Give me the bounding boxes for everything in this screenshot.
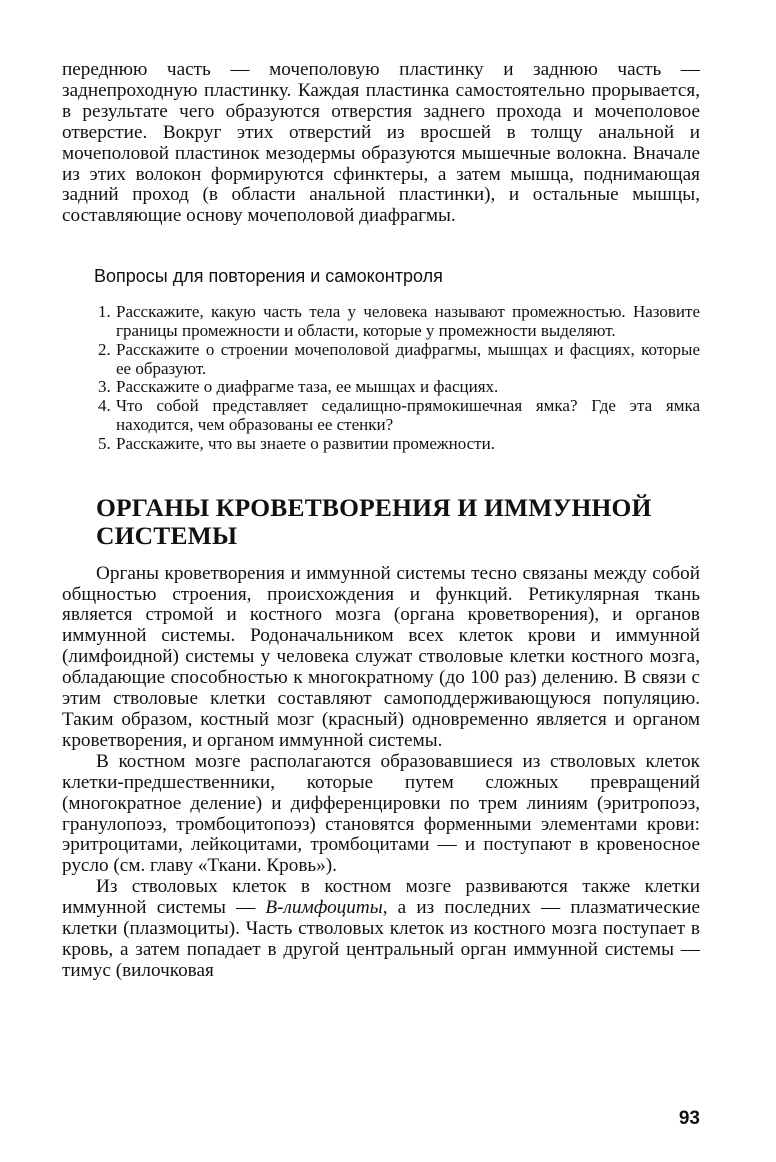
- list-item-text: Расскажите о строении мочеполовой диафрагмы, мышцах и фасциях, которые ее образуют.: [116, 339, 700, 378]
- italic-term: В-лимфоциты: [265, 897, 383, 919]
- questions-title: Вопросы для повторения и самоконтроля: [94, 266, 443, 287]
- list-item-text: Что собой представляет седалищно-прямокишечная ямка? Где эта ямка находится, чем образованы ее стенки?: [116, 396, 700, 435]
- list-item-text: Расскажите о диафрагме таза, ее мышцах и фасциях.: [116, 377, 499, 397]
- list-item-text: Расскажите, что вы знаете о развитии промежности.: [116, 433, 495, 453]
- list-item: [98, 435, 700, 454]
- section-paragraph: В костном мозге располагаются образовавшиеся из стволовых клеток клетки-предшественники, которые путем сложных превращений (многократное деление) и дифференцировки по трем линиям (эритропоэз, гранулопоэз, тромбоцитопоэз) становятся форменными элементами крови: эритроцитами, лейкоцитами, тромбоцитами — и поступают в кровеносное русло (см. главу «Ткани. Кровь»).: [62, 750, 700, 877]
- paragraph-text: , а из последних — плазматические клетки (плазмоциты). Часть стволовых клеток из костного мозга поступает в кровь, а затем попадает в другой центральный орган иммунной системы — тимус (вилочковая: [62, 897, 701, 981]
- section-paragraph: Органы кроветворения и иммунной системы тесно связаны между собой общностью строения, происхождения и функций. Ретикулярная ткань является стромой и костного мозга (органа кроветворения), и органов иммунной системы. Родоначальником всех клеток крови и иммунной (лимфоидной) системы у человека служат стволовые клетки костного мозга, обладающие способностью к многократному (до 100 раз) делению. В связи с этим стволовые клетки составляют самоподдерживающуюся популяцию. Таким образом, костный мозг (красный) одновременно является и органом кроветворения, и органом иммунной системы.: [62, 562, 700, 751]
- list-item-number: 3.: [98, 377, 111, 397]
- list-item-text: Расскажите, какую часть тела у человека называют промежностью. Назовите границы промежности и области, которые у промежности выделяют.: [116, 302, 700, 341]
- list-item-number: 4.: [98, 396, 111, 416]
- questions-list: [98, 303, 700, 453]
- list-item-number: 5.: [98, 433, 111, 453]
- section-paragraph: [62, 877, 700, 982]
- intro-paragraph: переднюю часть — мочеполовую пластинку и заднюю часть — заднепроходную пластинку. Каждая пластинка самостоятельно прорывается, в результате чего образуются отверстия заднего прохода и мочеполовое отверстие. Вокруг этих отверстий из вросшей в толщу анальной и мочеполовой пластинок мезодермы образуются мышечные волокна. Вначале из этих волокон формируются сфинктеры, а затем мышца, поднимающая задний проход (в области анальной пластинки), и остальные мышцы, составляющие основу мочеполовой диафрагмы.: [62, 59, 700, 227]
- page-content: [62, 60, 700, 982]
- list-item: [98, 303, 700, 341]
- list-item: [98, 378, 700, 397]
- list-item-number: 2.: [98, 339, 111, 359]
- list-item: [98, 341, 700, 379]
- page-number: 93: [678, 1108, 700, 1129]
- paragraph-text: Из стволовых клеток в костном мозге развиваются также клетки иммунной системы —: [62, 876, 700, 919]
- list-item: [98, 397, 700, 435]
- section-title: ОРГАНЫ КРОВЕТВОРЕНИЯ И ИММУННОЙ СИСТЕМЫ: [96, 492, 652, 550]
- list-item-number: 1.: [98, 302, 111, 322]
